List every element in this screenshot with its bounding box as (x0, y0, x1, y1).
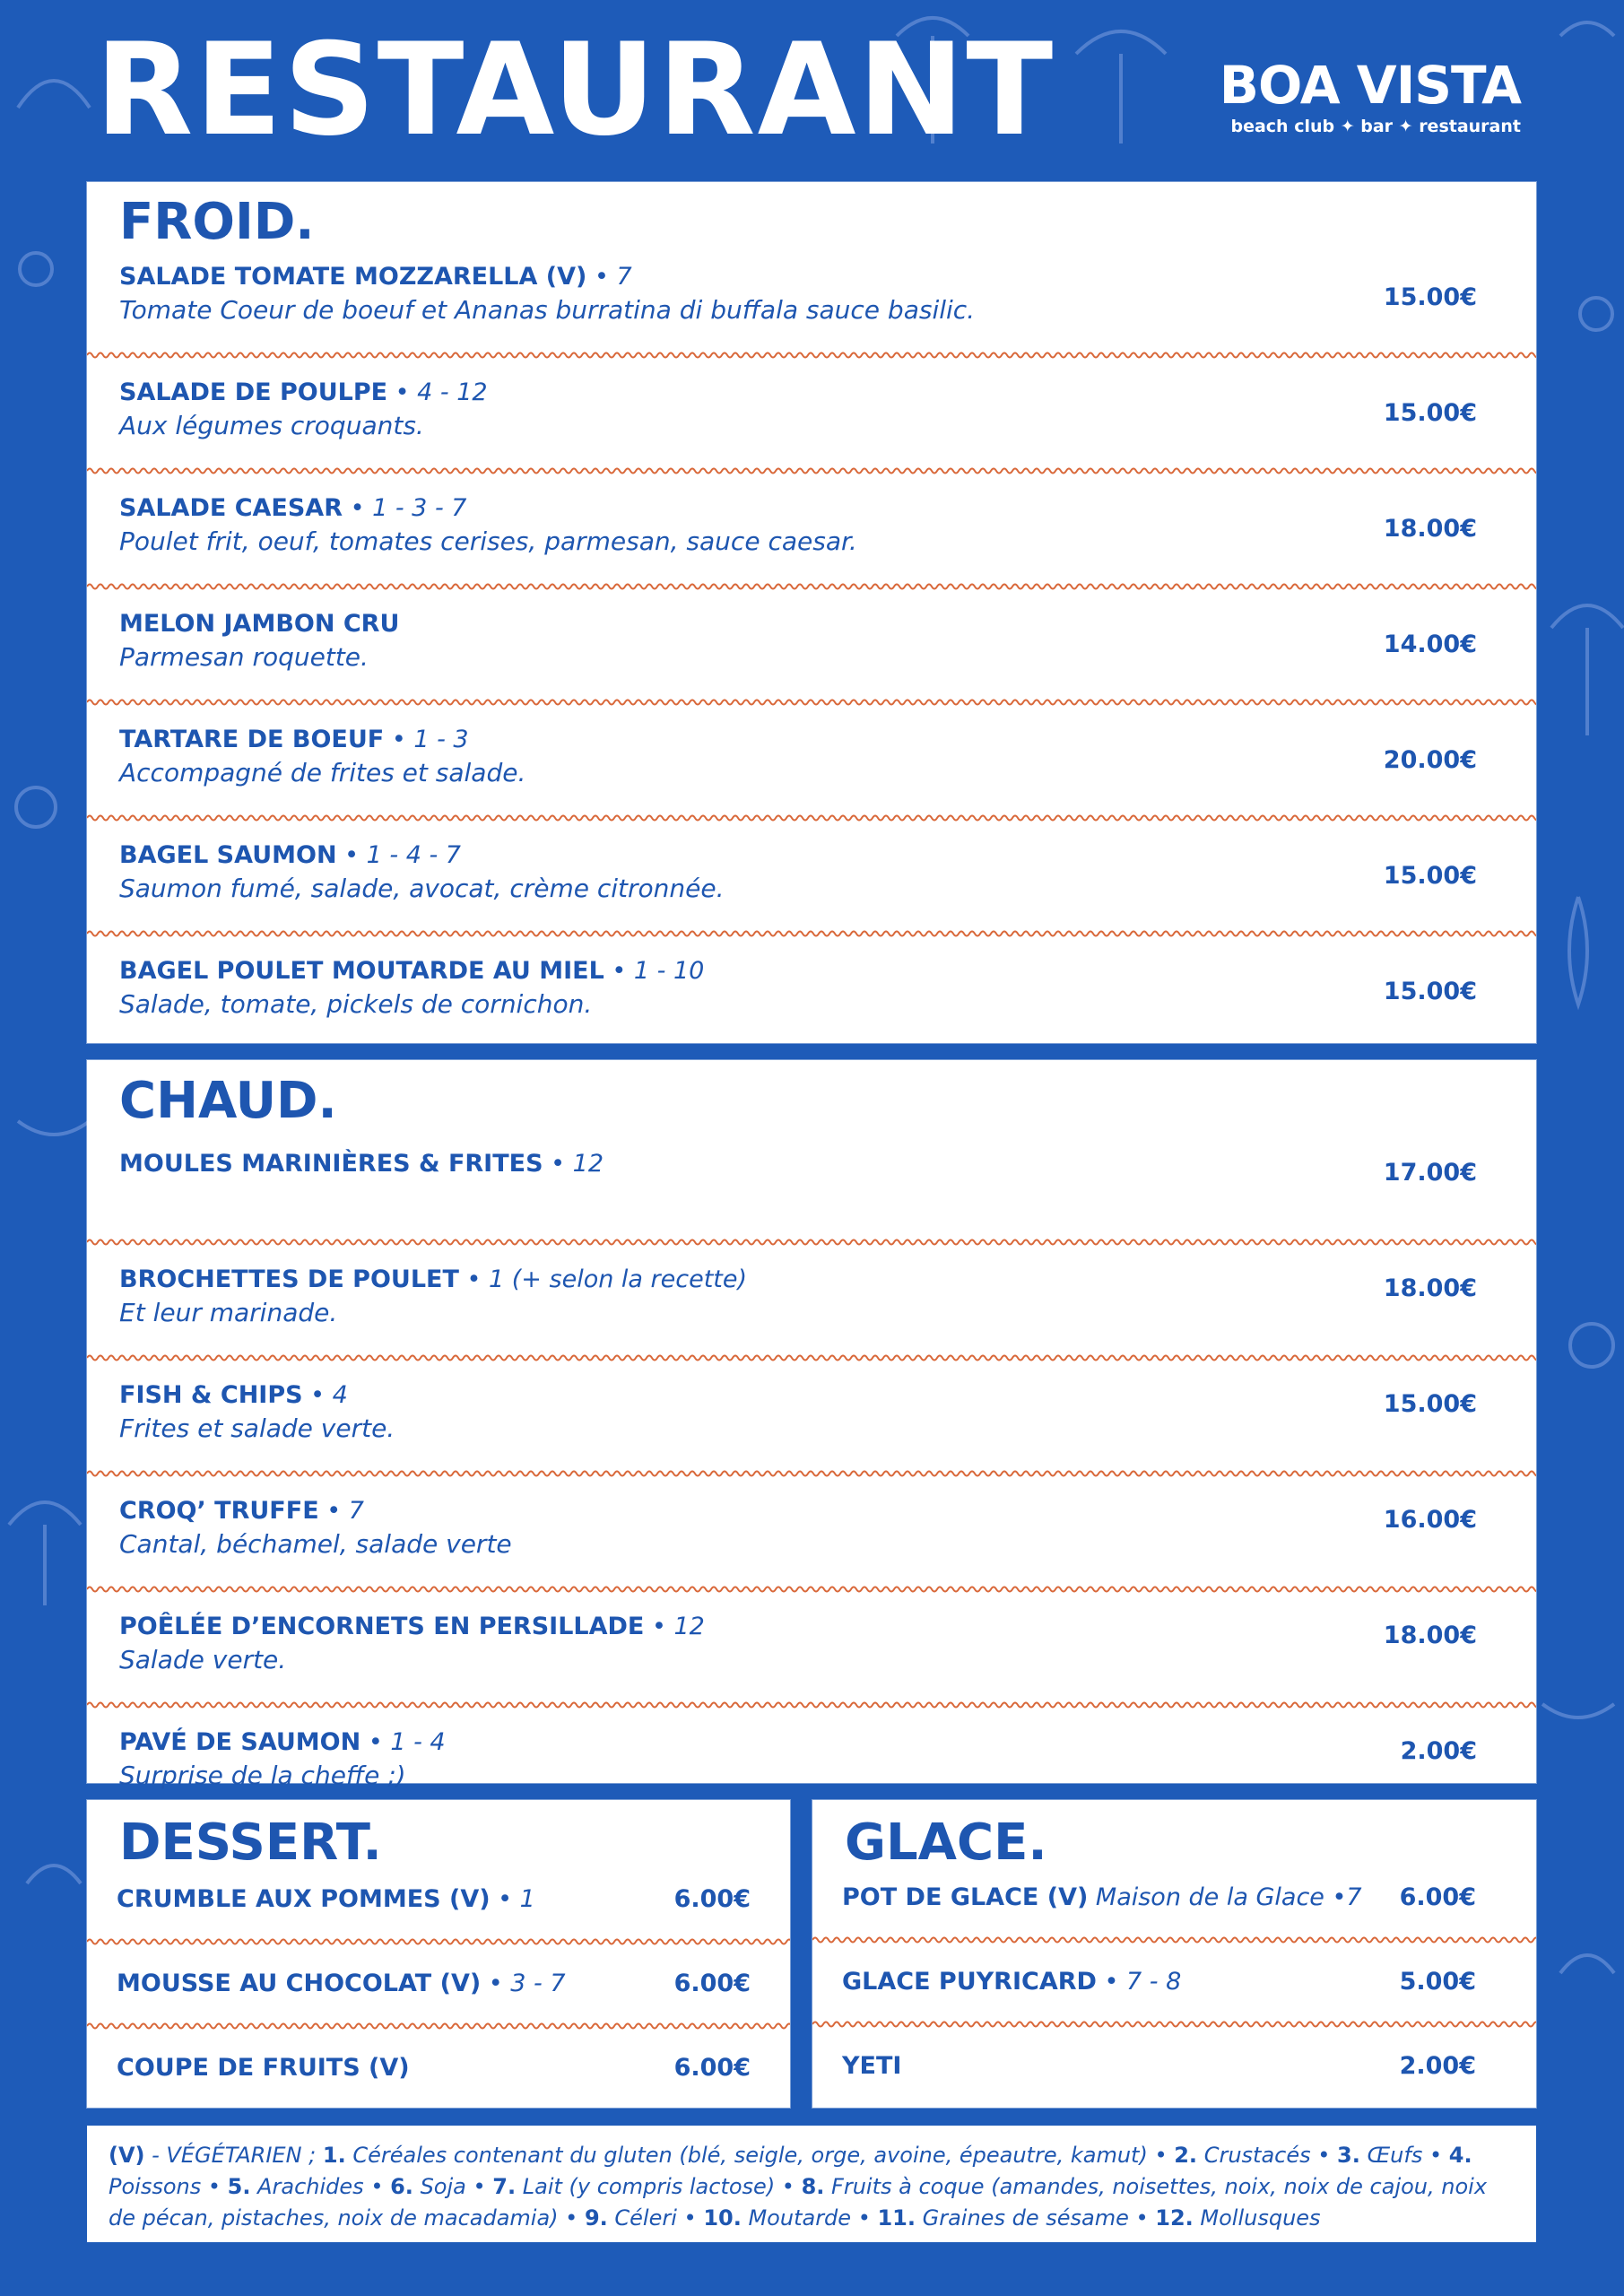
menu-item-price: 15.00€ (1383, 862, 1477, 890)
allergen-number: 11. (877, 2205, 916, 2231)
wavy-divider (812, 2020, 1536, 2029)
allergen-name: Céréales contenant du gluten (blé, seigle, orge, avoine, épeautre, kamut) • (345, 2143, 1175, 2168)
menu-item-price: 6.00€ (1399, 1883, 1476, 1911)
menu-item-name (119, 1728, 446, 1757)
allergen-number: 4. (1448, 2143, 1472, 2168)
menu-item-price: 6.00€ (673, 1885, 751, 1913)
allergen-name: Moutarde • (741, 2205, 878, 2231)
menu-item-price: 14.00€ (1383, 631, 1477, 658)
menu-item-allergens: • 1 - 4 - 7 (336, 841, 461, 869)
menu-item (119, 841, 1536, 957)
menu-item (119, 1497, 1536, 1613)
menu-item-allergens: • 4 (302, 1381, 348, 1409)
menu-item-title: CRUMBLE AUX POMMES (V) (117, 1885, 491, 1913)
menu-item-title: POT DE GLACE (V) (842, 1883, 1089, 1911)
allergen-name: Fruits à coque (amandes, noisettes, noix, noix de cajou, noix de pécan, pistaches, noix de macadamia) • (109, 2174, 1488, 2231)
allergen-number: 5. (227, 2174, 251, 2199)
page-title: RESTAURANT (95, 16, 1055, 164)
allergen-number: 12. (1155, 2205, 1194, 2231)
wavy-divider (87, 1353, 1536, 1362)
section-dessert (87, 1800, 790, 2108)
menu-item-description: Et leur marinade. (119, 1298, 338, 1327)
menu-item-name (119, 1613, 705, 1641)
menu-item-title: SALADE TOMATE MOZZARELLA (V) (119, 263, 587, 291)
menu-item-title: BAGEL SAUMON (119, 841, 337, 869)
wavy-divider (87, 466, 1536, 475)
menu-item-price: 18.00€ (1383, 1622, 1477, 1649)
wavy-divider (87, 1585, 1536, 1594)
allergen-number: 6. (390, 2174, 413, 2199)
menu-item-title: POÊLÉE D’ENCORNETS EN PERSILLADE (119, 1613, 645, 1640)
menu-item-allergens: • 1 - 3 (384, 726, 469, 753)
menu-item-title: YETI (842, 2052, 902, 2080)
menu-item-price: 17.00€ (1383, 1159, 1477, 1187)
section-title-dessert: DESSERT. (119, 1813, 382, 1872)
menu-item-title: COUPE DE FRUITS (V) (117, 2054, 410, 2082)
wavy-divider (87, 1238, 1536, 1247)
menu-item-price: 15.00€ (1383, 978, 1477, 1005)
menu-item-allergens: • 7 (318, 1497, 364, 1525)
menu-item (842, 1883, 1536, 1968)
menu-item-allergens: • 1 (490, 1885, 535, 1913)
allergen-legend (87, 2126, 1536, 2242)
menu-item-allergens: • 7 - 8 (1096, 1968, 1182, 1996)
brand-logo (1219, 55, 1521, 136)
menu-item-price: 18.00€ (1383, 515, 1477, 543)
menu-item-price: 18.00€ (1383, 1274, 1477, 1302)
wavy-divider (87, 582, 1536, 591)
menu-item-allergens: • 3 - 7 (481, 1970, 566, 1997)
menu-item-title: CROQ’ TRUFFE (119, 1497, 319, 1525)
allergen-legend-text (109, 2140, 1512, 2234)
menu-item (117, 1970, 790, 2054)
menu-item-price: 5.00€ (1399, 1968, 1476, 1996)
menu-item-name (842, 1968, 1181, 1996)
menu-item (119, 263, 1536, 378)
wavy-divider (87, 698, 1536, 707)
menu-item (119, 726, 1536, 841)
menu-item (842, 1968, 1536, 2052)
section-chaud (87, 1060, 1536, 1790)
menu-item (119, 1150, 1536, 1265)
wavy-divider (87, 351, 1536, 360)
menu-item-name (119, 841, 461, 870)
menu-item (119, 957, 1536, 1073)
menu-item-allergens: • 1 - 10 (604, 957, 705, 985)
menu-item-price: 2.00€ (1400, 1737, 1477, 1765)
menu-item-price: 2.00€ (1399, 2052, 1476, 2080)
menu-item-price: 6.00€ (673, 1970, 751, 1997)
allergen-number: 9. (584, 2205, 608, 2231)
menu-item-title: MOULES MARINIÈRES & FRITES (119, 1150, 543, 1178)
menu-item-allergens: • 4 - 12 (387, 378, 488, 406)
menu-item-title: FISH & CHIPS (119, 1381, 303, 1409)
menu-item-description: Salade, tomate, pickels de cornichon. (119, 989, 593, 1019)
menu-item-title: SALADE CAESAR (119, 494, 343, 522)
section-title-chaud: CHAUD. (119, 1072, 337, 1130)
menu-item-allergens: • 1 (+ selon la recette) (458, 1265, 748, 1293)
menu-item-price: 16.00€ (1383, 1506, 1477, 1534)
menu-item-allergens: • 12 (644, 1613, 705, 1640)
menu-item-title: GLACE PUYRICARD (842, 1968, 1097, 1996)
menu-item-description: Accompagné de frites et salade. (119, 758, 526, 787)
menu-item-price: 15.00€ (1383, 283, 1477, 311)
menu-item-description: Tomate Coeur de boeuf et Ananas burratina di buffala sauce basilic. (119, 295, 976, 325)
menu-item-allergens: • 7 (586, 263, 632, 291)
menu-item-name (119, 263, 632, 291)
menu-item-name (119, 610, 399, 639)
menu-item-price: 15.00€ (1383, 399, 1477, 427)
menu-item (119, 1381, 1536, 1497)
allergen-name: Crustacés • (1197, 2143, 1338, 2168)
wavy-divider (87, 1937, 790, 1946)
menu-item-title: MOUSSE AU CHOCOLAT (V) (117, 1970, 482, 1997)
wavy-divider (87, 1700, 1536, 1709)
menu-item-allergens: • 1 - 3 - 7 (343, 494, 467, 522)
allergen-name: Œufs • (1359, 2143, 1449, 2168)
menu-item-description: Saumon fumé, salade, avocat, crème citronnée. (119, 874, 725, 903)
menu-item-allergens: • 1 - 4 (360, 1728, 446, 1756)
allergen-name: Soja • (413, 2174, 493, 2199)
menu-item-name (117, 1970, 566, 1998)
menu-item (119, 1613, 1536, 1728)
section-title-glace: GLACE. (845, 1813, 1047, 1872)
section-froid (87, 182, 1536, 1043)
allergen-name: Lait (y compris lactose) • (516, 2174, 802, 2199)
wavy-divider (87, 2022, 790, 2031)
menu-item-title: TARTARE DE BOEUF (119, 726, 385, 753)
menu-item-name (119, 494, 466, 523)
menu-item-title: BAGEL POULET MOUTARDE AU MIEL (119, 957, 604, 985)
menu-item-title: PAVÉ DE SAUMON (119, 1728, 361, 1756)
menu-item-title: MELON JAMBON CRU (119, 610, 400, 638)
menu-item (119, 610, 1536, 726)
menu-item-name (842, 2052, 901, 2081)
menu-item-description: Surprise de la cheffe ;) (119, 1761, 406, 1790)
menu-item-name (119, 726, 469, 754)
menu-item-name (117, 2054, 410, 2083)
allergen-number: 8. (801, 2174, 825, 2199)
wavy-divider (87, 1469, 1536, 1478)
menu-item-description: Salade verte. (119, 1645, 287, 1674)
allergen-name: Graines de sésame • (916, 2205, 1156, 2231)
menu-item-description: Aux légumes croquants. (119, 411, 424, 440)
menu-item-name (119, 1265, 747, 1294)
menu-item (842, 2052, 1536, 2136)
section-title-froid: FROID. (119, 193, 315, 251)
menu-item-description: Parmesan roquette. (119, 642, 369, 672)
allergen-number: 1. (322, 2143, 346, 2168)
section-glace (812, 1800, 1536, 2108)
allergen-number: 2. (1174, 2143, 1198, 2168)
menu-item-price: 15.00€ (1383, 1390, 1477, 1418)
wavy-divider (87, 813, 1536, 822)
allergen-number: 3. (1337, 2143, 1360, 2168)
menu-item-title: BROCHETTES DE POULET (119, 1265, 459, 1293)
menu-item-name (119, 378, 488, 407)
wavy-divider (812, 1935, 1536, 1944)
menu-item-allergens: • 12 (543, 1150, 604, 1178)
allergen-number: (V) (109, 2143, 145, 2168)
menu-item-price: 6.00€ (673, 2054, 751, 2082)
menu-item (119, 378, 1536, 494)
allergen-name: Poissons • (109, 2174, 228, 2199)
page-header (0, 0, 1624, 179)
allergen-name: Arachides • (250, 2174, 391, 2199)
menu-item-name (119, 957, 704, 986)
allergen-name: Mollusques (1193, 2205, 1321, 2231)
menu-item-price: 20.00€ (1383, 746, 1477, 774)
menu-item-name (842, 1883, 1362, 1912)
brand-name: BOA VISTA (1219, 55, 1521, 116)
allergen-number: 7. (492, 2174, 517, 2199)
menu-item-name (119, 1150, 604, 1178)
allergen-name: - VÉGÉTARIEN ; (144, 2143, 323, 2168)
menu-item (117, 1885, 790, 1970)
menu-item (119, 1265, 1536, 1381)
brand-tagline: beach club ✦ bar ✦ restaurant (1230, 117, 1521, 136)
allergen-number: 10. (703, 2205, 742, 2231)
menu-item-name (119, 1497, 364, 1526)
menu-item-description: Frites et salade verte. (119, 1413, 395, 1443)
menu-item-allergens: Maison de la Glace •7 (1088, 1883, 1362, 1911)
menu-item-description: Poulet frit, oeuf, tomates cerises, parmesan, sauce caesar. (119, 526, 857, 556)
menu-item-name (119, 1381, 348, 1410)
wavy-divider (87, 929, 1536, 938)
menu-item (119, 494, 1536, 610)
menu-item-title: SALADE DE POULPE (119, 378, 388, 406)
menu-item-description: Cantal, béchamel, salade verte (119, 1529, 512, 1559)
allergen-name: Céleri • (607, 2205, 704, 2231)
menu-item-name (117, 1885, 535, 1914)
